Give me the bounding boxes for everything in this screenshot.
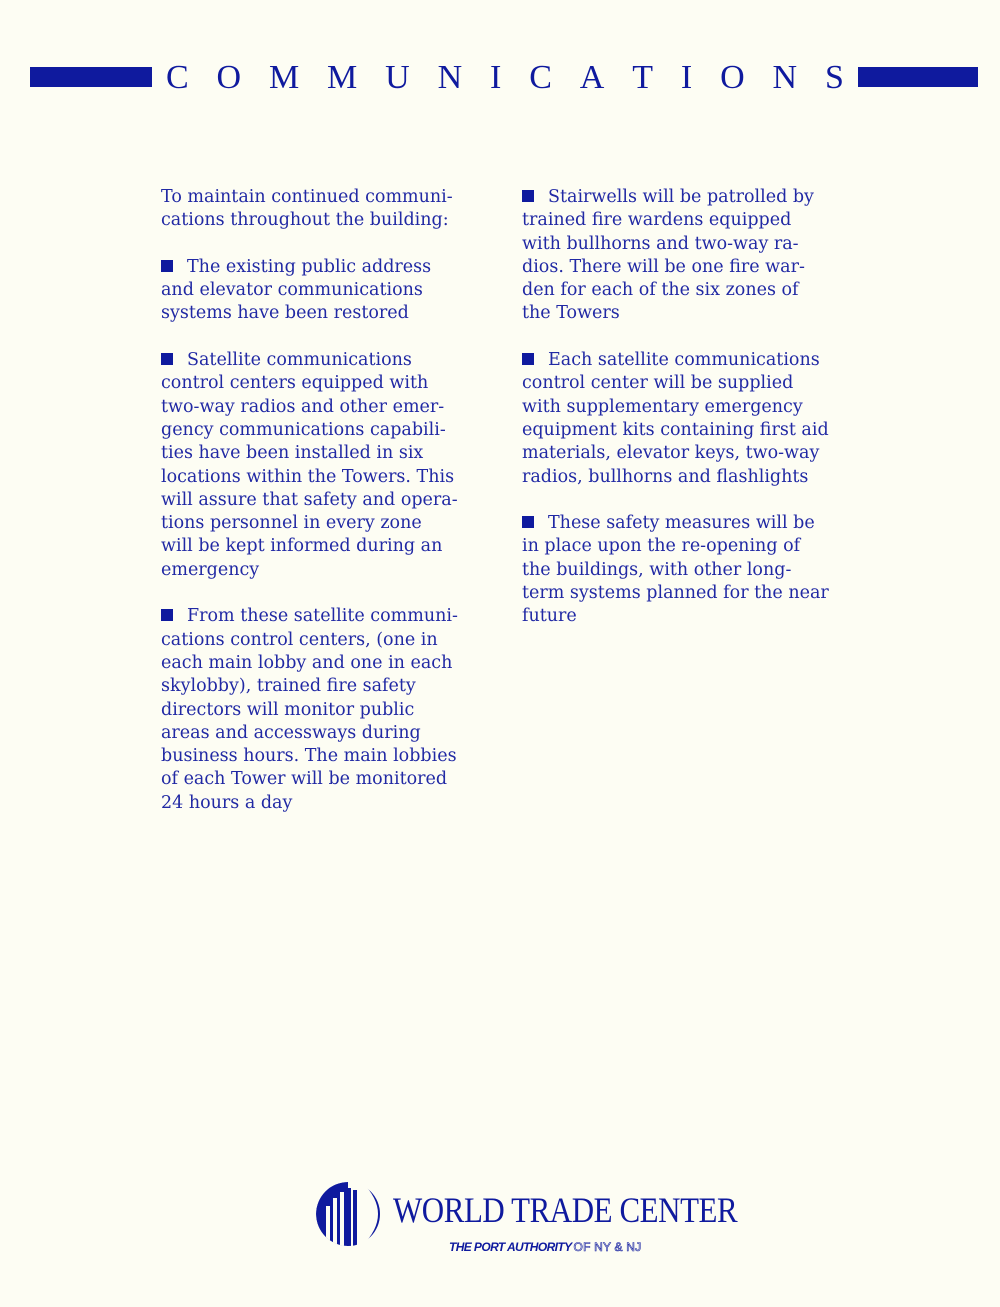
title-letter: S bbox=[824, 59, 844, 96]
bullet-text: From these satellite communi- cations control centers, (one in each main lobby and one in each skylobby), trained fire safety directors will monitor public areas and accessways during business hours. The main lobbies of each Tower will be monitored 24 hours a day bbox=[161, 606, 458, 813]
title-letter: T bbox=[632, 59, 654, 96]
header-bar-right bbox=[858, 67, 978, 87]
bullet-square-icon bbox=[161, 609, 173, 621]
subtitle-outline: OF NY & NJ bbox=[573, 1240, 642, 1254]
page-title bbox=[152, 60, 858, 96]
bullet-item bbox=[522, 186, 867, 326]
title-letter: M bbox=[327, 59, 358, 96]
title-letter: M bbox=[268, 59, 300, 96]
subtitle-bold: THE PORT AUTHORITY bbox=[449, 1240, 572, 1254]
bullet-square-icon bbox=[161, 260, 173, 272]
bullet-square-icon bbox=[522, 516, 534, 528]
world-trade-center-logo-icon bbox=[314, 1180, 382, 1248]
bullet-text: Stairwells will be patrolled by trained fire wardens equipped with bullhorns and two-way ra- dios. There will be one fire war- den for each of the six zones of the Towers bbox=[522, 187, 814, 324]
title-letter: U bbox=[385, 59, 410, 96]
title-letter: O bbox=[216, 59, 242, 96]
title-letter: I bbox=[490, 59, 502, 96]
bullet-item bbox=[161, 349, 501, 582]
title-letter: N bbox=[772, 59, 798, 96]
right-column bbox=[522, 186, 867, 652]
organization-subtitle bbox=[449, 1240, 641, 1254]
bullet-item bbox=[161, 256, 501, 326]
title-letter: I bbox=[680, 59, 693, 96]
title-letter: A bbox=[579, 59, 605, 96]
organization-name: WORLD TRADE CENTER bbox=[393, 1190, 738, 1230]
bullet-text: Satellite communications control centers equipped with two-way radios and other emer- gency communications capabili- ties have been installed in six locations within the Towers. This will assure that safety and opera- tions personnel in every zone will be kept informed during an emergency bbox=[161, 350, 458, 580]
bullet-item bbox=[161, 605, 501, 815]
title-letter: C bbox=[529, 59, 552, 96]
header-bar-left bbox=[30, 67, 152, 87]
bullet-text: Each satellite communications control center will be supplied with supplementary emergency equipment kits containing first aid materials, elevator keys, two-way radios, bullhorns and flashlights bbox=[522, 350, 829, 487]
bullet-item bbox=[522, 349, 867, 489]
title-letter: N bbox=[437, 59, 463, 96]
title-letter: C bbox=[165, 59, 189, 96]
bullet-text: The existing public address and elevator communications systems have been restored bbox=[161, 256, 432, 324]
bullet-square-icon bbox=[522, 353, 534, 365]
bullet-square-icon bbox=[161, 353, 173, 365]
intro-paragraph: To maintain continued communi- cations throughout the building: bbox=[161, 187, 453, 231]
bullet-text: These safety measures will be in place upon the re-opening of the buildings, with other long- term systems planned for the near future bbox=[522, 513, 829, 627]
bullet-item bbox=[522, 512, 867, 628]
left-column bbox=[161, 186, 501, 838]
title-letter: O bbox=[720, 59, 745, 96]
bullet-square-icon bbox=[522, 190, 534, 202]
